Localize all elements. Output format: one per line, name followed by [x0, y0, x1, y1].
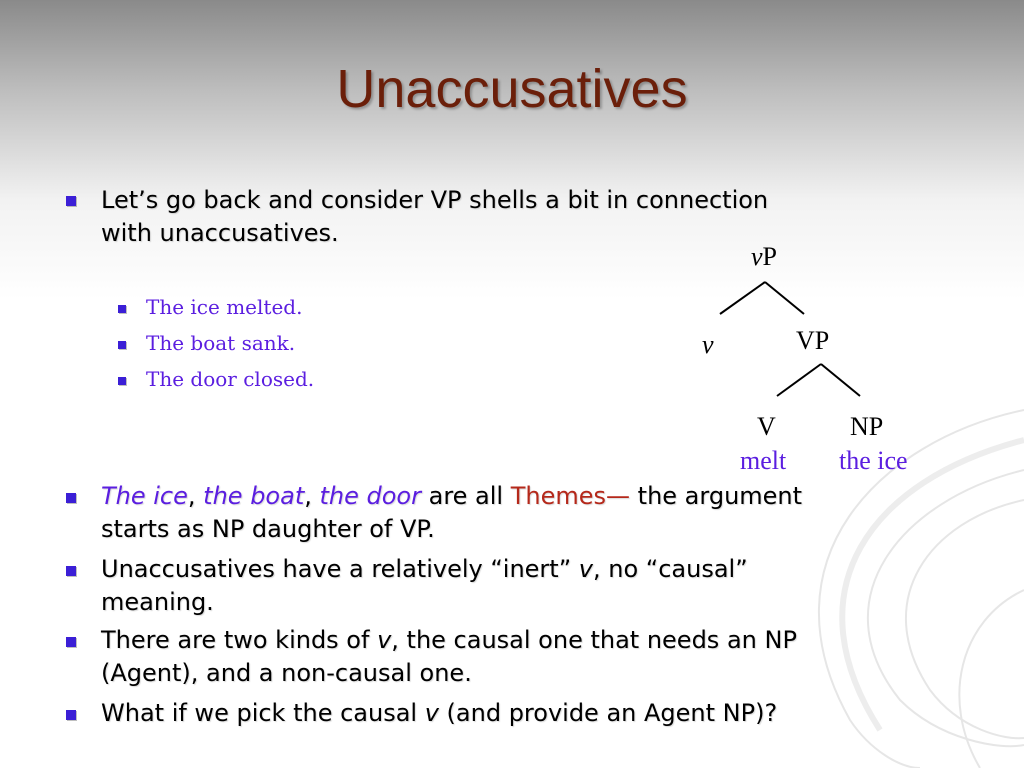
bullet-text-question — [101, 697, 961, 730]
sub-bullet-marker — [118, 377, 126, 385]
bullet-text-themes — [101, 480, 961, 546]
tree-node-np: NP — [850, 412, 884, 441]
bullet-marker — [66, 196, 76, 206]
bullet-text-two-kinds — [101, 624, 961, 690]
bullet-line: The ice, the boat, the door are all Themes— the argument — [101, 482, 803, 510]
tree-node-vp-root: vP — [751, 242, 778, 271]
bullet-marker — [66, 566, 76, 576]
bullet-line: There are two kinds of v, the causal one that needs an NP — [101, 626, 797, 654]
bullet-line: Let’s go back and consider VP shells a bit in connection — [101, 186, 769, 214]
tree-leaf-verb: melt — [740, 446, 787, 475]
bullet-marker — [66, 493, 76, 503]
bullet-text-intro — [101, 184, 768, 250]
syntax-tree — [680, 238, 980, 488]
tree-node-little-v: v — [702, 330, 714, 359]
bullet-line: What if we pick the causal v (and provide an Agent NP)? — [101, 699, 778, 727]
bullet-marker — [66, 710, 76, 720]
example-sentence: The boat sank. — [146, 331, 296, 355]
tree-branches — [680, 238, 980, 488]
tree-leaf-object: the ice — [839, 446, 908, 475]
bullet-line: (Agent), and a non-causal one. — [101, 659, 472, 687]
tree-node-vp: VP — [796, 326, 830, 355]
sub-bullet-marker — [118, 341, 126, 349]
example-sentence: The ice melted. — [146, 295, 303, 319]
sub-bullet-marker — [118, 305, 126, 313]
bullet-line: meaning. — [101, 588, 214, 616]
tree-node-v-head: V — [757, 412, 776, 441]
bullet-text-inert — [101, 553, 961, 619]
bullet-line: Unaccusatives have a relatively “inert” v, no “causal” — [101, 555, 748, 583]
bullet-line: starts as NP daughter of VP. — [101, 515, 435, 543]
slide-title: Unaccusatives — [336, 59, 688, 119]
example-sentence: The door closed. — [146, 367, 315, 391]
bullet-marker — [66, 637, 76, 647]
bullet-line: with unaccusatives. — [101, 219, 339, 247]
